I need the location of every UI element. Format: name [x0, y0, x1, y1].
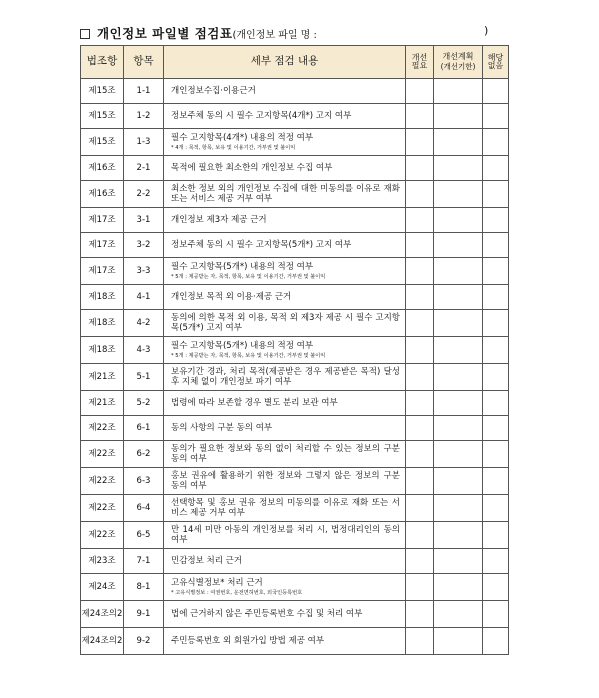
header-item: 항목: [124, 46, 164, 79]
law-article: 제17조: [81, 208, 124, 233]
not-applicable-cell[interactable]: [483, 233, 509, 258]
not-applicable-cell[interactable]: [483, 574, 509, 601]
description-text: 정보주체 동의 시 필수 고지항목(5개*) 고지 여부: [171, 239, 352, 250]
table-row: [81, 441, 509, 468]
law-article: 제23조: [81, 549, 124, 574]
check-description: [164, 285, 406, 310]
title-close-paren: ): [484, 24, 489, 37]
law-article: 제18조: [81, 310, 124, 337]
description-text: 필수 고지항목(4개*) 내용의 적정 여부: [171, 133, 314, 144]
item-number: 6-5: [124, 522, 164, 549]
law-article: 제21조: [81, 364, 124, 391]
law-article: 제24조: [81, 574, 124, 601]
need-fix-cell[interactable]: [406, 522, 434, 549]
need-fix-cell[interactable]: [406, 468, 434, 495]
check-description: [164, 416, 406, 441]
plan-cell[interactable]: [434, 549, 483, 574]
need-fix-cell[interactable]: [406, 156, 434, 181]
header-plan-line2: (개선기한): [440, 61, 476, 71]
description-footnote: * 5개 : 제공받는 자, 목적, 항목, 보유 및 이용기간, 거부권 및 불이익: [171, 352, 326, 359]
plan-cell[interactable]: [434, 441, 483, 468]
item-number: 7-1: [124, 549, 164, 574]
table-row: [81, 310, 509, 337]
table-row: [81, 104, 509, 129]
need-fix-cell[interactable]: [406, 208, 434, 233]
need-fix-cell[interactable]: [406, 258, 434, 285]
title-file-name-label: (개인정보 파일 명 :: [232, 30, 317, 41]
check-description: [164, 337, 406, 364]
description-text: 목적에 필요한 최소한의 개인정보 수집 여부: [171, 162, 333, 173]
law-article: 제18조: [81, 337, 124, 364]
law-article: 제22조: [81, 495, 124, 522]
need-fix-cell[interactable]: [406, 495, 434, 522]
need-fix-cell[interactable]: [406, 601, 434, 628]
check-description: [164, 310, 406, 337]
plan-cell[interactable]: [434, 156, 483, 181]
description-text: 법령에 따라 보존할 경우 별도 분리 보관 여부: [171, 397, 338, 408]
need-fix-cell[interactable]: [406, 391, 434, 416]
plan-cell[interactable]: [434, 522, 483, 549]
description-text: 주민등록번호 외 회원가입 방법 제공 여부: [171, 635, 325, 646]
table-row: [81, 156, 509, 181]
need-fix-cell[interactable]: [406, 181, 434, 208]
plan-cell[interactable]: [434, 628, 483, 655]
header-na-line1: 해당: [487, 52, 504, 62]
checklist-body: [81, 79, 509, 655]
not-applicable-cell[interactable]: [483, 416, 509, 441]
table-row: [81, 129, 509, 156]
description-text: 민감정보 처리 근거: [171, 555, 243, 566]
check-description: [164, 549, 406, 574]
check-description: [164, 441, 406, 468]
plan-cell[interactable]: [434, 468, 483, 495]
plan-cell[interactable]: [434, 233, 483, 258]
plan-cell[interactable]: [434, 208, 483, 233]
law-article: 제18조: [81, 285, 124, 310]
not-applicable-cell[interactable]: [483, 495, 509, 522]
description-text: 개인정보 제3자 제공 근거: [171, 214, 267, 225]
item-number: 6-4: [124, 495, 164, 522]
item-number: 3-3: [124, 258, 164, 285]
plan-cell[interactable]: [434, 79, 483, 104]
form-title: [80, 24, 500, 42]
table-row: [81, 416, 509, 441]
description-text: 정보주체 동의 시 필수 고지항목(4개*) 고지 여부: [171, 110, 352, 121]
description-text: 동의가 필요한 정보와 동의 없이 처리할 수 있는 정보의 구분 동의 여부: [171, 443, 400, 464]
plan-cell[interactable]: [434, 495, 483, 522]
item-number: 1-1: [124, 79, 164, 104]
item-number: 3-1: [124, 208, 164, 233]
description-text: 만 14세 미만 아동의 개인정보를 처리 시, 법정대리인의 동의 여부: [171, 524, 400, 545]
not-applicable-cell[interactable]: [483, 441, 509, 468]
need-fix-cell[interactable]: [406, 416, 434, 441]
need-fix-cell[interactable]: [406, 285, 434, 310]
law-article: 제15조: [81, 129, 124, 156]
header-na: [483, 46, 509, 79]
not-applicable-cell[interactable]: [483, 522, 509, 549]
plan-cell[interactable]: [434, 574, 483, 601]
item-number: 8-1: [124, 574, 164, 601]
table-row: [81, 574, 509, 601]
table-row: [81, 258, 509, 285]
not-applicable-cell[interactable]: [483, 601, 509, 628]
check-description: [164, 156, 406, 181]
need-fix-cell[interactable]: [406, 574, 434, 601]
law-article: 제24조의2: [81, 628, 124, 655]
law-article: 제16조: [81, 181, 124, 208]
checkbox-icon: [80, 29, 90, 39]
header-plan: [434, 46, 483, 79]
need-fix-cell[interactable]: [406, 104, 434, 129]
law-article: 제15조: [81, 79, 124, 104]
check-description: [164, 468, 406, 495]
not-applicable-cell[interactable]: [483, 181, 509, 208]
table-row: [81, 391, 509, 416]
header-plan-line1: 개선계획: [442, 52, 474, 62]
check-description: [164, 104, 406, 129]
item-number: 2-1: [124, 156, 164, 181]
item-number: 1-2: [124, 104, 164, 129]
law-article: 제15조: [81, 104, 124, 129]
plan-cell[interactable]: [434, 310, 483, 337]
header-need-fix-line2: 필요: [411, 61, 428, 70]
table-row: [81, 495, 509, 522]
not-applicable-cell[interactable]: [483, 104, 509, 129]
description-text: 개인정보수집·이용근거: [171, 85, 256, 96]
plan-cell[interactable]: [434, 364, 483, 391]
table-row: [81, 549, 509, 574]
plan-cell[interactable]: [434, 129, 483, 156]
description-text: 동의에 의한 목적 외 이용, 목적 외 제3자 제공 시 필수 고지항목(5개*) 고지 여부: [171, 312, 400, 333]
header-law: 법조항: [81, 46, 124, 79]
plan-cell[interactable]: [434, 181, 483, 208]
law-article: 제22조: [81, 468, 124, 495]
header-detail: 세부 점검 내용: [164, 46, 406, 79]
header-row: [81, 46, 509, 79]
description-text: 동의 사항의 구분 동의 여부: [171, 422, 273, 433]
description-text: 필수 고지항목(5개*) 내용의 적정 여부: [171, 262, 314, 273]
item-number: 4-3: [124, 337, 164, 364]
law-article: 제22조: [81, 441, 124, 468]
check-description: [164, 391, 406, 416]
table-row: [81, 522, 509, 549]
item-number: 9-2: [124, 628, 164, 655]
table-row: [81, 364, 509, 391]
table-row: [81, 79, 509, 104]
check-description: [164, 129, 406, 156]
check-description: [164, 522, 406, 549]
not-applicable-cell[interactable]: [483, 208, 509, 233]
plan-cell[interactable]: [434, 601, 483, 628]
plan-cell[interactable]: [434, 416, 483, 441]
item-number: 9-1: [124, 601, 164, 628]
not-applicable-cell[interactable]: [483, 129, 509, 156]
not-applicable-cell[interactable]: [483, 364, 509, 391]
need-fix-cell[interactable]: [406, 628, 434, 655]
not-applicable-cell[interactable]: [483, 310, 509, 337]
plan-cell[interactable]: [434, 285, 483, 310]
item-number: 6-1: [124, 416, 164, 441]
not-applicable-cell[interactable]: [483, 285, 509, 310]
item-number: 5-2: [124, 391, 164, 416]
header-need-fix: [406, 46, 434, 79]
description-footnote: * 4개 : 목적, 항목, 보유 및 이용기간, 거부권 및 불이익: [171, 144, 296, 151]
table-row: [81, 337, 509, 364]
table-row: [81, 628, 509, 655]
plan-cell[interactable]: [434, 258, 483, 285]
item-number: 1-3: [124, 129, 164, 156]
not-applicable-cell[interactable]: [483, 258, 509, 285]
table-row: [81, 233, 509, 258]
need-fix-cell[interactable]: [406, 364, 434, 391]
check-description: [164, 258, 406, 285]
law-article: 제21조: [81, 391, 124, 416]
not-applicable-cell[interactable]: [483, 79, 509, 104]
description-text: 홍보 권유에 활용하기 위한 정보와 그렇지 않은 정보의 구분 동의 여부: [171, 470, 400, 491]
plan-cell[interactable]: [434, 337, 483, 364]
check-description: [164, 233, 406, 258]
law-article: 제22조: [81, 522, 124, 549]
law-article: 제17조: [81, 258, 124, 285]
checklist-table: [80, 45, 509, 655]
item-number: 6-2: [124, 441, 164, 468]
description-text: 법에 근거하지 않은 주민등록번호 수집 및 처리 여부: [171, 608, 363, 619]
plan-cell[interactable]: [434, 391, 483, 416]
description-text: 최소한 정보 외의 개인정보 수집에 대한 미동의를 이유로 재화 또는 서비스 제공 거부 여부: [171, 183, 400, 204]
need-fix-cell[interactable]: [406, 79, 434, 104]
not-applicable-cell[interactable]: [483, 156, 509, 181]
need-fix-cell[interactable]: [406, 549, 434, 574]
title-main: 개인정보 파일별 점검표: [97, 26, 233, 41]
item-number: 6-3: [124, 468, 164, 495]
check-description: [164, 628, 406, 655]
table-row: [81, 468, 509, 495]
description-text: 개인정보 목적 외 이용·제공 근거: [171, 291, 292, 302]
table-row: [81, 601, 509, 628]
header-need-fix-line1: 개선: [411, 52, 428, 62]
not-applicable-cell[interactable]: [483, 337, 509, 364]
check-description: [164, 495, 406, 522]
need-fix-cell[interactable]: [406, 233, 434, 258]
need-fix-cell[interactable]: [406, 441, 434, 468]
check-description: [164, 181, 406, 208]
item-number: 5-1: [124, 364, 164, 391]
check-description: [164, 208, 406, 233]
table-row: [81, 181, 509, 208]
description-footnote: * 5개 : 제공받는 자, 목적, 항목, 보유 및 이용기간, 거부권 및 불이익: [171, 273, 326, 280]
table-row: [81, 208, 509, 233]
check-description: [164, 574, 406, 601]
item-number: 4-2: [124, 310, 164, 337]
description-text: 선택항목 및 홍보 권유 정보의 미동의를 이유로 재화 또는 서비스 제공 거부 여부: [171, 497, 400, 518]
table-row: [81, 285, 509, 310]
law-article: 제17조: [81, 233, 124, 258]
not-applicable-cell[interactable]: [483, 468, 509, 495]
not-applicable-cell[interactable]: [483, 391, 509, 416]
need-fix-cell[interactable]: [406, 129, 434, 156]
plan-cell[interactable]: [434, 104, 483, 129]
check-description: [164, 601, 406, 628]
check-description: [164, 79, 406, 104]
law-article: 제22조: [81, 416, 124, 441]
description-text: 고유식별정보* 처리 근거: [171, 578, 263, 589]
law-article: 제24조의2: [81, 601, 124, 628]
need-fix-cell[interactable]: [406, 310, 434, 337]
need-fix-cell[interactable]: [406, 337, 434, 364]
description-text: 필수 고지항목(5개*) 내용의 적정 여부: [171, 341, 314, 352]
check-description: [164, 364, 406, 391]
item-number: 4-1: [124, 285, 164, 310]
item-number: 2-2: [124, 181, 164, 208]
not-applicable-cell[interactable]: [483, 549, 509, 574]
not-applicable-cell[interactable]: [483, 628, 509, 655]
description-text: 보유기간 경과, 처리 목적(제공받은 경우 제공받은 목적) 달성 후 지체 없이 개인정보 파기 여부: [171, 366, 400, 387]
law-article: 제16조: [81, 156, 124, 181]
header-na-line2: 없음: [487, 61, 504, 70]
item-number: 3-2: [124, 233, 164, 258]
description-footnote: * 고유식별정보 : 여권번호, 운전면허번호, 외국인등록번호: [171, 589, 303, 596]
